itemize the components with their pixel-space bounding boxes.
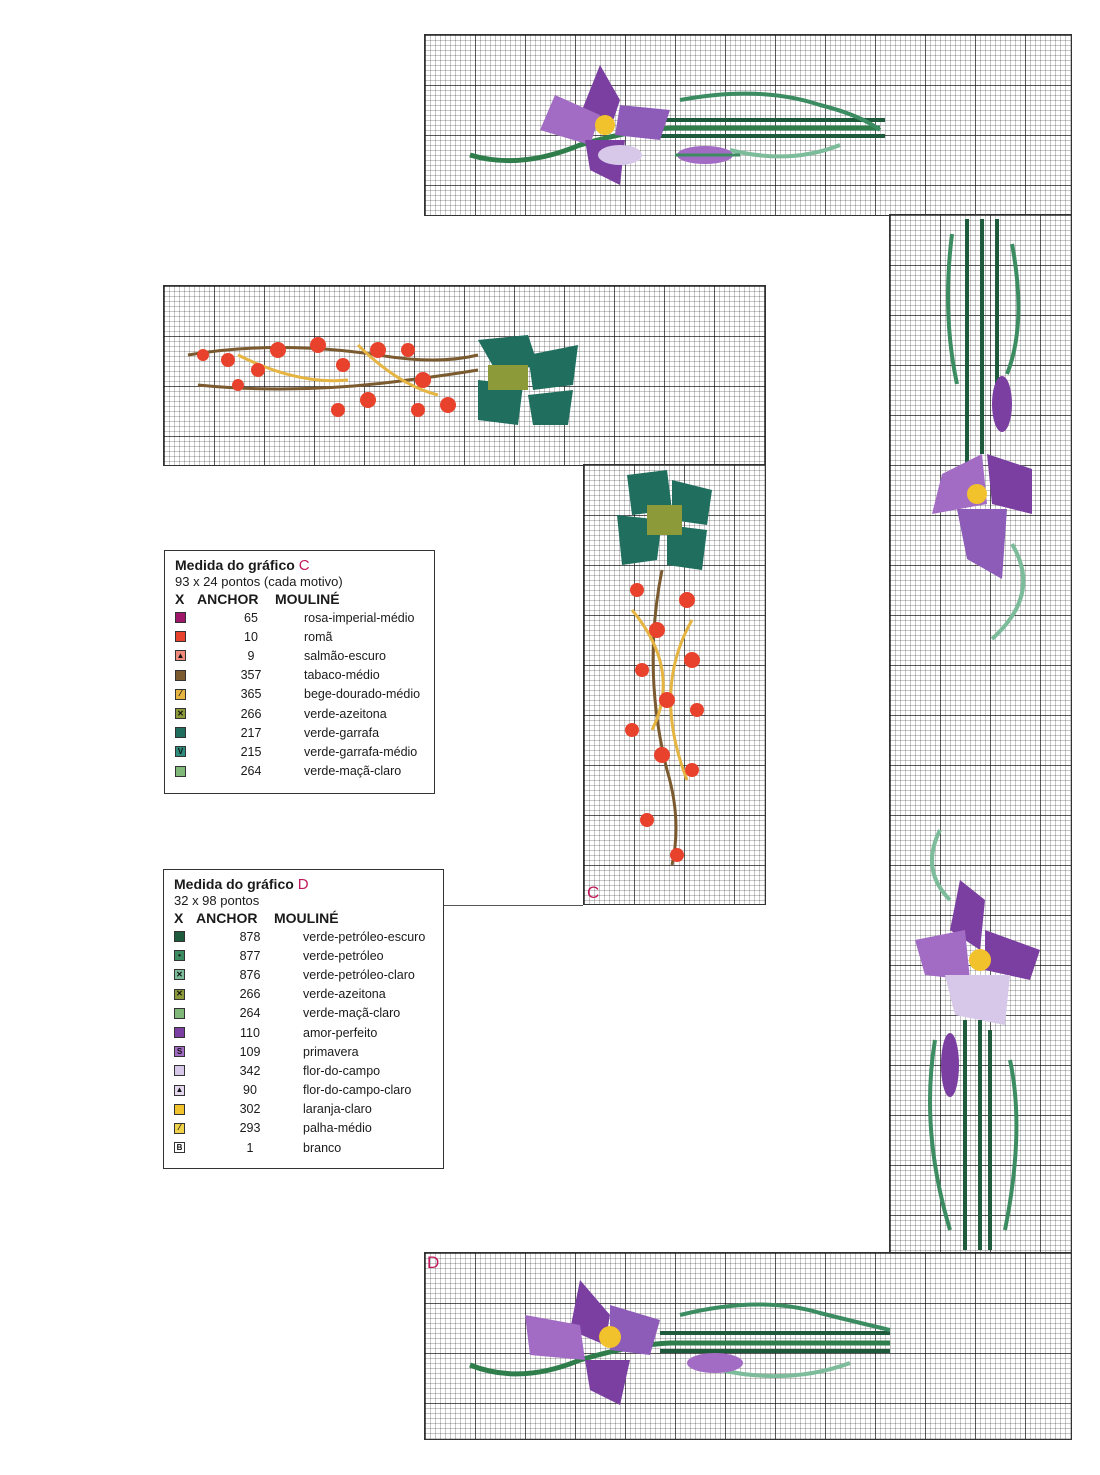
color-name: flor-do-campo [303,1063,381,1078]
legend-row [174,946,433,965]
iris-motif-bottom [460,1275,900,1415]
anchor-number: 65 [244,610,258,625]
anchor-number: 215 [240,744,262,759]
legend-row [174,1023,433,1042]
color-swatch: S [174,1046,185,1057]
anchor-number: 217 [240,725,262,740]
legend-row [175,723,424,742]
legend-d-header: X ANCHOR MOULINÉ [174,910,339,926]
color-name: rosa-imperial-médio [304,610,415,625]
color-swatch [174,1065,185,1076]
legend-row [175,627,424,646]
anchor-number: 365 [240,687,262,702]
berry-motif-horizontal [178,325,588,435]
iris-motif-right-1 [912,214,1052,644]
anchor-number: 264 [240,764,262,779]
legend-d [163,869,444,1169]
legend-row [174,1081,433,1100]
iris-motif-right-2 [910,830,1050,1255]
legend-row [175,742,424,761]
anchor-number: 266 [239,987,261,1002]
color-swatch [174,931,185,942]
legend-row [174,985,433,1004]
color-swatch [174,1104,185,1115]
legend-row [175,762,424,781]
anchor-number: 293 [239,1121,261,1136]
anchor-number: 1 [246,1140,254,1155]
berry-motif-vertical [612,470,722,870]
color-swatch [175,631,186,642]
chart-c-corner-label: C [587,883,600,902]
color-swatch [174,1027,185,1038]
chart-d-corner-label: D [427,1253,440,1272]
color-name: verde-garrafa-médio [304,744,418,759]
legend-row [174,1061,433,1080]
color-name: verde-maçã-claro [304,764,402,779]
anchor-number: 264 [239,1006,261,1021]
legend-c-size: 93 x 24 pontos (cada motivo) [175,574,343,589]
color-swatch: ✕ [174,989,185,1000]
color-swatch [175,727,186,738]
color-swatch [175,766,186,777]
anchor-number: 9 [247,648,255,663]
color-name: salmão-escuro [304,648,386,663]
legend-d-title: Medida do gráfico D [174,876,309,893]
color-name: flor-do-campo-claro [303,1083,412,1098]
anchor-number: 357 [240,668,262,683]
color-swatch: ✕ [175,708,186,719]
color-name: verde-petróleo [303,948,384,963]
legend-row [174,1100,433,1119]
anchor-number: 876 [239,967,261,982]
legend-c-title: Medida do gráfico C [175,557,310,574]
color-swatch [174,1008,185,1019]
color-name: verde-petróleo-escuro [303,929,426,944]
legend-d-letter: D [297,876,309,893]
color-swatch: ▲ [175,1085,184,1095]
anchor-number: 266 [240,706,262,721]
color-swatch [175,612,186,623]
legend-row [175,666,424,685]
color-name: tabaco-médio [304,668,380,683]
legend-row [174,1119,433,1138]
color-swatch: ⁄ [174,1123,185,1134]
color-swatch: ▲ [176,650,185,660]
anchor-number: 878 [239,929,261,944]
color-swatch: ⁄ [175,689,186,700]
color-name: verde-azeitona [304,706,387,721]
color-name: primavera [303,1044,359,1059]
legend-c-header: X ANCHOR MOULINÉ [175,591,340,607]
color-swatch: V [175,746,186,757]
color-name: palha-médio [303,1121,372,1136]
legend-row [175,704,424,723]
legend-c [164,550,435,794]
anchor-number: 302 [239,1102,261,1117]
legend-row [175,685,424,704]
legend-row [174,1138,433,1157]
color-swatch: ✕ [174,969,185,980]
color-name: verde-garrafa [304,725,380,740]
color-swatch: B [174,1142,185,1153]
legend-row [174,927,433,946]
legend-row [175,646,424,665]
anchor-number: 342 [239,1063,261,1078]
color-name: verde-maçã-claro [303,1006,401,1021]
legend-row [174,1042,433,1061]
color-name: romã [304,629,333,644]
legend-d-size: 32 x 98 pontos [174,893,260,908]
iris-motif-top [460,60,900,200]
anchor-number: 90 [243,1083,257,1098]
anchor-number: 10 [244,629,258,644]
color-swatch: • [174,950,185,961]
legend-row [174,1004,433,1023]
color-name: amor-perfeito [303,1025,378,1040]
legend-c-rows [175,608,424,781]
anchor-number: 110 [240,1025,260,1040]
color-swatch [175,670,186,681]
color-name: branco [303,1140,342,1155]
anchor-number: 109 [239,1044,261,1059]
color-name: verde-petróleo-claro [303,967,415,982]
color-name: bege-dourado-médio [304,687,421,702]
color-name: laranja-claro [303,1102,372,1117]
legend-row [174,965,433,984]
legend-d-rows [174,927,433,1157]
legend-row [175,608,424,627]
legend-c-letter: C [298,557,310,574]
divider-line [443,905,583,906]
color-name: verde-azeitona [303,987,386,1002]
anchor-number: 877 [239,948,261,963]
